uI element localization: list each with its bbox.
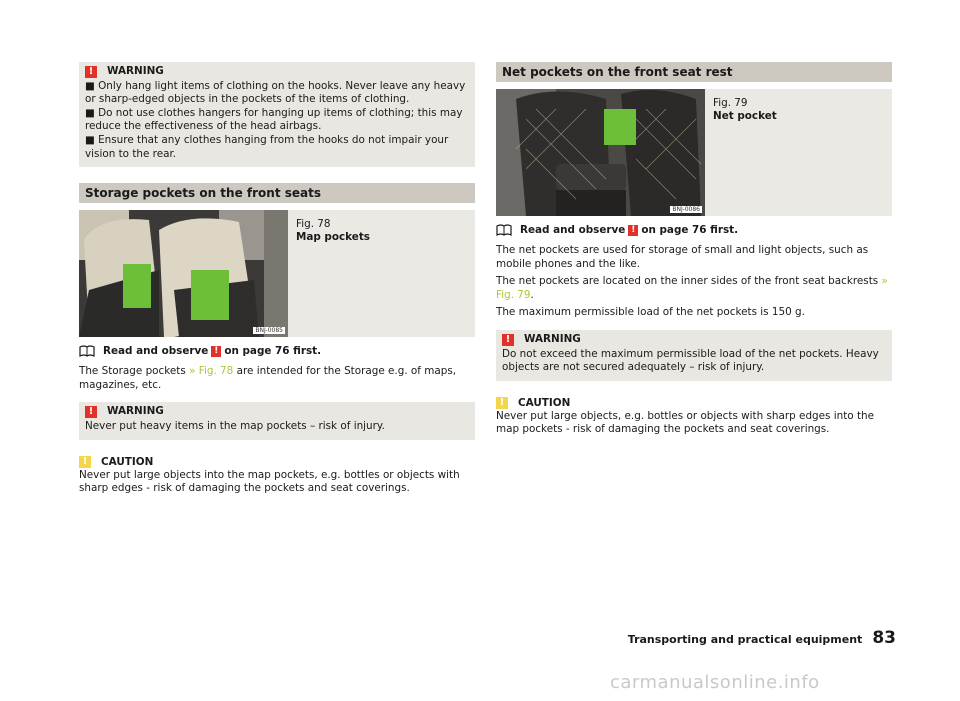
book-icon bbox=[496, 224, 512, 236]
warning-line: ■ Only hang light items of clothing on the hooks. Never leave any heavy or sharp-edged objects in the pockets of the items of clothing. bbox=[85, 79, 466, 106]
warning-line: ■ Do not use clothes hangers for hanging up items of clothing; this may reduce the effectiveness of the head airbags. bbox=[85, 106, 463, 133]
caution-label: CAUTION bbox=[101, 455, 154, 468]
net-pockets-paragraph-3: The maximum permissible load of the net pockets is 150 g. bbox=[496, 306, 805, 319]
figure-link[interactable]: » Fig. 78 bbox=[189, 365, 234, 378]
caution-icon: ! bbox=[496, 397, 508, 409]
page-number: 83 bbox=[872, 628, 896, 648]
warning-box-hooks bbox=[79, 62, 475, 167]
paragraph-text: are intended for the Storage e.g. of maps, magazines, etc. bbox=[79, 365, 457, 391]
caution-icon: ! bbox=[79, 456, 91, 468]
map-pockets-image bbox=[79, 210, 288, 337]
figure-caption bbox=[288, 210, 378, 337]
read-observe-note bbox=[496, 224, 892, 236]
right-column bbox=[496, 62, 892, 437]
warning-box-map-pockets bbox=[79, 402, 475, 439]
caution-header bbox=[496, 397, 892, 409]
inline-warning-icon: ! bbox=[211, 346, 221, 357]
paragraph-text: . bbox=[530, 288, 534, 301]
book-icon bbox=[79, 345, 95, 357]
figure-78 bbox=[79, 210, 475, 337]
read-observe-text: Read and observe bbox=[520, 224, 626, 236]
warning-header bbox=[85, 65, 469, 79]
map-pockets-illustration bbox=[79, 210, 288, 337]
paragraph-text: The Storage pockets bbox=[79, 365, 186, 378]
warning-line: ■ Ensure that any clothes hanging from the hooks do not impair your vision to the rear. bbox=[85, 133, 449, 160]
inline-warning-icon: ! bbox=[628, 225, 638, 236]
read-observe-note bbox=[79, 345, 475, 357]
warning-body: Do not exceed the maximum permissible load of the net pockets. Heavy objects are not secured adequately – risk of injury. bbox=[502, 347, 879, 374]
warning-body bbox=[85, 80, 469, 162]
warning-box-net-pockets bbox=[496, 330, 892, 381]
figure-number: Fig. 78 bbox=[296, 218, 331, 231]
figure-79 bbox=[496, 89, 892, 216]
left-column bbox=[79, 62, 475, 496]
section-title-storage-pockets: Storage pockets on the front seats bbox=[79, 183, 475, 203]
figure-code: BNJ-0086 bbox=[672, 206, 700, 213]
warning-header bbox=[502, 333, 886, 347]
net-pockets-paragraph-2 bbox=[496, 275, 892, 302]
chapter-title: Transporting and practical equipment bbox=[627, 633, 863, 646]
figure-number: Fig. 79 bbox=[713, 97, 748, 109]
paragraph-text: The net pockets are located on the inner sides of the front seat backrests bbox=[496, 275, 879, 288]
caution-label: CAUTION bbox=[518, 396, 571, 409]
warning-label: WARNING bbox=[107, 405, 164, 418]
warning-icon: ! bbox=[502, 334, 514, 346]
warning-body: Never put heavy items in the map pockets – risk of injury. bbox=[85, 419, 385, 432]
warning-icon: ! bbox=[85, 406, 97, 418]
warning-label: WARNING bbox=[524, 332, 581, 345]
figure-title: Net pocket bbox=[713, 110, 777, 122]
page-footer bbox=[616, 628, 896, 648]
caution-body: Never put large objects into the map pockets, e.g. bottles or objects with sharp edges - risk of damaging the pockets and seat coverings. bbox=[79, 468, 460, 495]
caution-header bbox=[79, 456, 475, 468]
net-pockets-paragraph-1: The net pockets are used for storage of small and light objects, such as mobile phones and the like. bbox=[496, 244, 869, 270]
read-observe-text: Read and observe bbox=[103, 345, 209, 358]
read-observe-page: on page 76 first. bbox=[224, 345, 322, 358]
caution-body: Never put large objects, e.g. bottles or objects with sharp edges into the map pockets - risk of damaging the pockets and seat coverings. bbox=[496, 409, 875, 436]
figure-link[interactable]: » Fig. 79 bbox=[496, 275, 888, 301]
figure-caption bbox=[705, 89, 785, 216]
read-observe-page: on page 76 first. bbox=[641, 224, 739, 236]
watermark: carmanualsonline.info bbox=[610, 672, 820, 693]
net-pocket-illustration bbox=[496, 89, 705, 216]
warning-header bbox=[85, 405, 469, 419]
storage-pockets-paragraph bbox=[79, 365, 475, 392]
section-title-net-pockets: Net pockets on the front seat rest bbox=[496, 62, 892, 82]
figure-code: BNJ-0085 bbox=[255, 327, 283, 335]
figure-title: Map pockets bbox=[296, 231, 370, 244]
warning-label: WARNING bbox=[107, 65, 164, 77]
warning-icon: ! bbox=[85, 66, 97, 78]
net-pocket-image bbox=[496, 89, 705, 216]
